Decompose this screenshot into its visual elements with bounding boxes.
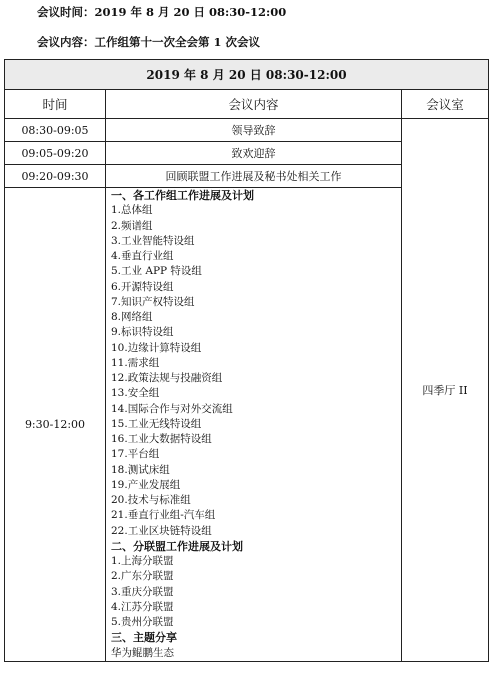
slot-content: 领导致辞 [106,119,402,142]
agenda-list-item: 7.知识产权特设组 [111,295,195,308]
agenda-list-item: 22.工业区块链特设组 [111,524,212,537]
agenda-share-item: 华为鲲鹏生态 [111,646,174,659]
slot-time: 08:30-09:05 [5,119,106,142]
table-row [5,119,489,142]
agenda-list-item: 9.标识特设组 [111,326,174,339]
agenda-list-item: 16.工业大数据特设组 [111,433,212,445]
slot-content: 回顾联盟工作进展及秘书处相关工作 [106,165,402,188]
agenda-list-item: 10.边缘计算特设组 [111,341,202,354]
agenda-section-heading: 一、各工作组工作进展及计划 [111,189,254,202]
agenda-list-item: 1.上海分联盟 [111,555,174,567]
slot-time: 09:05-09:20 [5,142,106,165]
meeting-time-line [37,4,286,20]
agenda-list-item: 20.技术与标准组 [111,494,191,506]
agenda-section-heading: 二、分联盟工作进展及计划 [111,539,243,553]
room-cell: 四季厅 II [402,119,489,662]
agenda-list-item: 15.工业无线特设组 [111,417,202,430]
agenda-list-item: 6.开源特设组 [111,280,174,293]
meeting-content-label: 会议内容： [37,35,95,49]
agenda-list-item: 5.贵州分联盟 [111,616,174,628]
agenda-section-heading: 三、主题分享 [111,631,177,645]
agenda-list-item: 2.频谱组 [111,219,153,232]
header-room: 会议室 [402,90,489,119]
agenda-list-item: 8.网络组 [111,311,153,323]
meeting-content-line [37,34,260,50]
agenda-list-item: 3.工业智能特设组 [111,234,195,247]
agenda-cell [106,188,402,662]
branch-alliances-list [111,554,401,630]
slot-time: 09:20-09:30 [5,165,106,188]
agenda-list-item: 13.安全组 [111,387,160,400]
agenda-list-item: 14.国际合作与对外交流组 [111,402,233,415]
agenda-list-item: 21.垂直行业组-汽车组 [111,509,216,522]
meeting-content-value: 工作组第十一次全会第 1 次会议 [94,35,261,49]
header-time: 时间 [5,90,106,119]
table-title: 2019 年 8 月 20 日 08:30-12:00 [5,60,489,90]
agenda-list-item: 19.产业发展组 [111,478,181,491]
agenda-list-item: 11.需求组 [111,356,160,369]
agenda-list-item: 4.垂直行业组 [111,250,174,262]
schedule-table [4,59,489,662]
meeting-time-value: 2019 年 8 月 20 日 08:30-12:00 [94,5,287,19]
agenda-list-item: 1.总体组 [111,204,153,217]
slot-content: 致欢迎辞 [106,142,402,165]
agenda-list-item: 2.广东分联盟 [111,570,174,583]
meeting-time-label: 会议时间： [37,5,95,19]
agenda-list-item: 4.江苏分联盟 [111,600,174,613]
agenda-list-item: 12.政策法规与投融资组 [111,372,223,384]
agenda-list-item: 17.平台组 [111,448,160,461]
agenda-list-item: 3.重庆分联盟 [111,585,174,598]
agenda-time: 9:30-12:00 [5,188,106,662]
agenda-list-item: 18.测试床组 [111,463,170,476]
agenda-list-item: 5.工业 APP 特设组 [111,265,202,278]
header-content: 会议内容 [106,90,402,119]
working-groups-list [111,203,401,539]
